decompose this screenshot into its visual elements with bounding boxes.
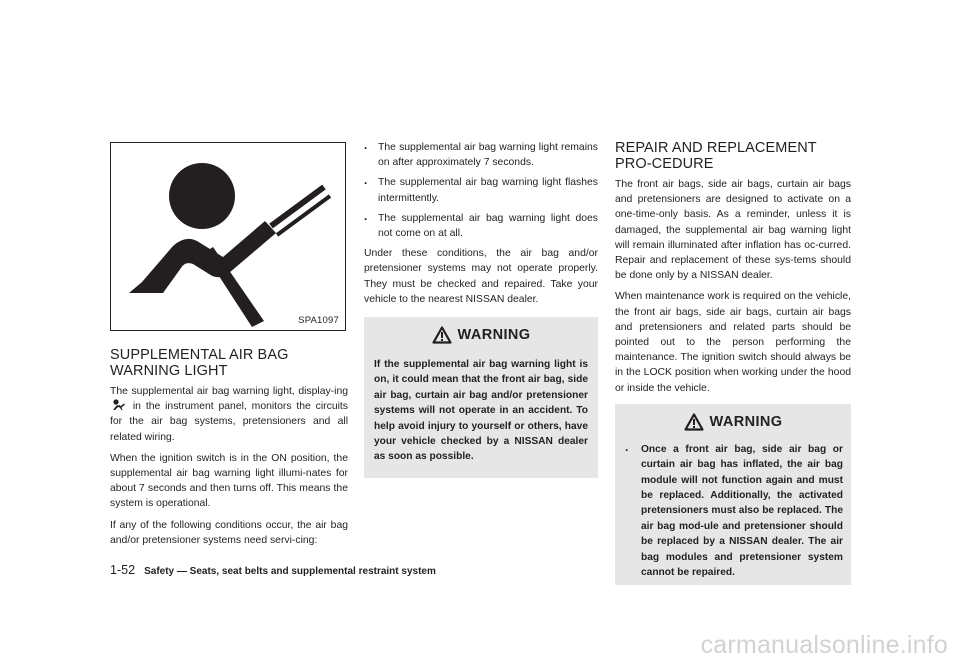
column-right <box>615 140 851 585</box>
airbag-figure <box>110 142 346 331</box>
warning-header <box>623 412 843 432</box>
paragraph-text-after-icon: in the instrument panel, monitors the circuits for the air bag systems, pretensioners and all related wiring. <box>110 401 349 443</box>
warning-label: WARNING <box>457 327 531 344</box>
section-heading-warning-light: SUPPLEMENTAL AIR BAG WARNING LIGHT <box>110 347 289 379</box>
conditions-list <box>364 140 598 241</box>
warning-triangle-icon <box>684 413 704 431</box>
paragraph-warning-light-intro <box>110 384 348 445</box>
warning-label: WARNING <box>709 413 783 430</box>
figure-code: SPA1097 <box>298 315 339 326</box>
list-item: . The supplemental air bag warning light does not come on at all. <box>364 211 598 241</box>
warning-box-1 <box>364 317 598 478</box>
section-heading-repair: REPAIR AND REPLACEMENT PRO-CEDURE <box>615 140 817 172</box>
list-item: . The supplemental air bag warning light flashes intermittently. <box>364 175 598 205</box>
airbag-indicator-icon <box>112 399 126 411</box>
chapter-title: Safety — Seats, seat belts and supplemental restraint system <box>144 566 436 577</box>
warning-header <box>374 325 588 345</box>
paragraph-conditions-intro: If any of the following conditions occur, the air bag and/or pretensioner systems need servi-cing: <box>110 519 348 546</box>
paragraph-text-before-icon: The supplemental air bag warning light, display-ing <box>110 386 348 397</box>
airbag-warning-icon <box>111 143 345 330</box>
warning-list <box>623 442 843 581</box>
list-item: . The supplemental air bag warning light remains on after approximately 7 seconds. <box>364 140 598 170</box>
paragraph-ignition-on: When the ignition switch is in the ON position, the supplemental air bag warning light illumi-nates for about 7 seconds and then turns off. This means the system is operational. <box>110 452 348 510</box>
paragraph-repair-1: The front air bags, side air bags, curtain air bags and pretensioners are designed to activate on a one-time-only basis. As a reminder, unless it is damaged, the supplemental air bag warning light will remain illuminated after inflation has oc-curred. Repair and replacement of these sys-tems should be done only by a NISSAN dealer. <box>615 179 851 282</box>
watermark: carmanualsonline.info <box>700 631 948 659</box>
warning-triangle-icon <box>432 326 452 344</box>
warning-text: If the supplemental air bag warning light is on, it could mean that the front air bag, side air bag, curtain air bag and/or pretensioner systems will not operate in an accident. To help avoid injury to yourself or others, have your vehicle checked by a NISSAN dealer as soon as possible. <box>374 359 588 463</box>
warning-box-2 <box>615 404 851 585</box>
page-number: 1-52 <box>110 563 136 577</box>
page-footer <box>110 563 436 577</box>
list-item: . Once a front air bag, side air bag or curtain air bag has inflated, the air bag module will not function again and must be replaced. Additionally, the activated pretensioners must also be replaced. The air bag mod-ule and pretensioner should be replaced by a NISSAN dealer. The air bag modules and pretensioner system cannot be repaired. <box>623 442 843 581</box>
column-left <box>110 142 348 554</box>
column-middle <box>364 140 598 478</box>
paragraph-under-conditions: Under these conditions, the air bag and/or pretensioner systems may not operate properly. They must be checked and repaired. Take your vehicle to the nearest NISSAN dealer. <box>364 248 598 305</box>
paragraph-repair-2: When maintenance work is required on the vehicle, the front air bags, side air bags, curtain air bags and pretensioners and related parts should be pointed out to the person performing the maintenance. The ignition switch should always be in the LOCK position when working under the hood or inside the vehicle. <box>615 291 851 394</box>
